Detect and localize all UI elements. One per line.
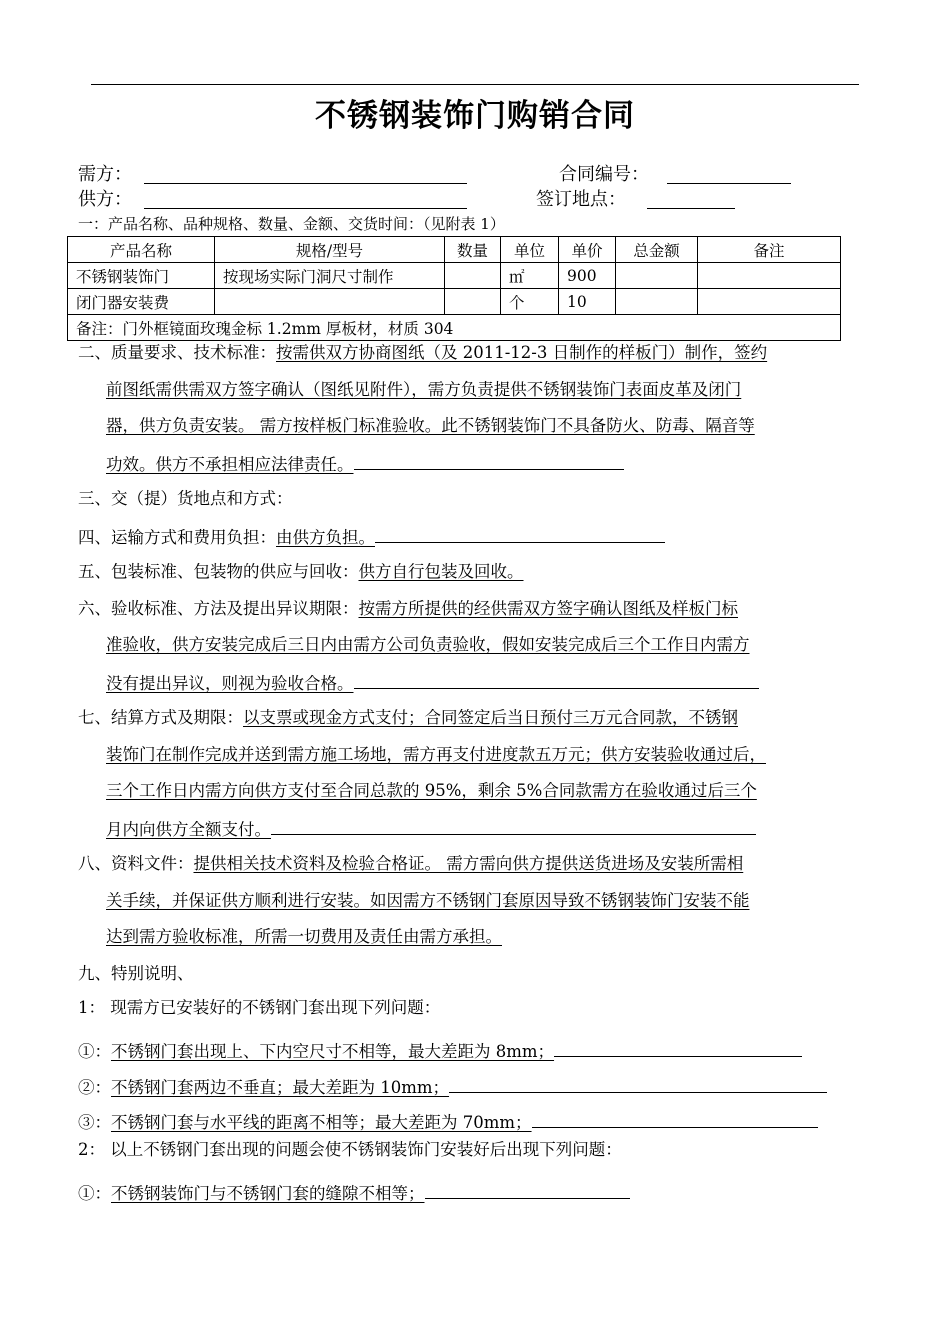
clause-8-text: 达到需方验收标准，所需一切费用及责任由需方承担。: [106, 927, 502, 946]
clause-4-text: 由供方负担。: [276, 527, 375, 547]
clause-6-text: 准验收，供方安装完成后三日内由需方公司负责验收，假如安装完成后三个工作日内需方: [106, 635, 750, 654]
clause-8-text: 关手续，并保证供方顺利进行安装。如因需方不锈钢门套原因导致不锈钢装饰门安装不能: [106, 890, 750, 910]
buyer-label: 需方：: [78, 164, 132, 185]
clause-5: [78, 554, 868, 591]
sign-place-blank: [647, 208, 735, 209]
clause-2-line: [78, 445, 868, 482]
item-marker: ①：: [78, 1184, 111, 1203]
table-cell: [698, 289, 841, 315]
table-cell: 不锈钢装饰门: [68, 263, 215, 289]
table-cell: 闭门器安装费: [68, 289, 215, 315]
product-table: [67, 236, 841, 341]
contract-no-blank: [667, 183, 791, 184]
clause-7-label: 七、结算方式及期限：: [78, 708, 243, 727]
header-cell: 单价: [559, 237, 616, 263]
contract-no-label: 合同编号：: [559, 164, 649, 185]
supplier-blank: [144, 208, 467, 209]
table-cell: 个: [501, 289, 559, 315]
fill-line: [425, 1174, 630, 1199]
clause-6-line: [78, 627, 868, 664]
item-text: 不锈钢门套与水平线的距离不相等；最大差距为 70mm；: [111, 1113, 532, 1132]
table-cell: 按现场实际门洞尺寸制作: [215, 263, 445, 289]
table-cell: ㎡: [501, 263, 559, 289]
clause-6-text: 按需方所提供的经供需双方签字确认图纸及样板门标: [358, 598, 738, 618]
clause-7-line: [78, 737, 868, 774]
item-text: 不锈钢门套两边不垂直；最大差距为 10mm；: [111, 1078, 450, 1097]
fill-line: [449, 1068, 827, 1093]
special-item: [78, 1103, 818, 1135]
fill-line: [354, 445, 624, 470]
clause-9-label: 九、特别说明、: [78, 963, 194, 983]
document-title: 不锈钢装饰门购销合同: [315, 98, 635, 134]
clause-6-label: 六、验收标准、方法及提出异议期限：: [78, 598, 359, 618]
clause-2: [78, 335, 868, 372]
clause-2-text: 按需供双方协商图纸（及 2011-12-3 日制作的样板门）制作，签约: [276, 343, 768, 362]
clause-9: [78, 956, 868, 993]
clause-7-line: [78, 810, 868, 847]
clause-6: [78, 591, 868, 628]
clause-2-text: 前图纸需供需双方签字确认（图纸见附件），需方负责提供不锈钢装饰门表面皮革及闭门: [106, 379, 742, 399]
item-marker: ①：: [78, 1042, 111, 1061]
table-cell: [445, 289, 501, 315]
table-cell: [616, 289, 698, 315]
clause-6-text: 没有提出异议，则视为验收合格。: [106, 673, 354, 693]
clause-8-text: 提供相关技术资料及检验合格证。 需方需向供方提供送货进场及安装所需相: [193, 854, 744, 873]
fill-line: [532, 1103, 818, 1128]
clause-2-line: [78, 408, 868, 445]
clause-7-line: [78, 773, 868, 810]
table-cell: [616, 263, 698, 289]
table-header-row: [68, 237, 841, 263]
clause-4: [78, 518, 868, 555]
fill-line: [271, 810, 756, 835]
clause-8-label: 八、资料文件：: [78, 854, 194, 873]
table-note: 备注：门外框镜面玫瑰金标 1.2mm 厚板材，材质 304: [68, 315, 841, 341]
table-cell: 900: [559, 263, 616, 289]
item-text: 不锈钢门套出现上、下内空尺寸不相等，最大差距为 8mm；: [111, 1042, 555, 1061]
item-marker: ②：: [78, 1078, 111, 1097]
clause-5-text: 供方自行包装及回收。: [358, 562, 524, 581]
section1-heading: 一：产品名称、品种规格、数量、金额、交货时间：（见附表 1）: [78, 215, 505, 233]
special-item: [78, 1068, 827, 1100]
clause-8: [78, 846, 868, 883]
header-cell: 单位: [501, 237, 559, 263]
special-point-1: 1： 现需方已安装好的不锈钢门套出现下列问题：: [78, 998, 441, 1017]
fill-line: [554, 1032, 802, 1057]
clause-4-label: 四、运输方式和费用负担：: [78, 527, 276, 547]
item-marker: ③：: [78, 1113, 111, 1132]
clause-7-text: 装饰门在制作完成并送到需方施工场地，需方再支付进度款五万元；供方安装验收通过后，: [106, 744, 766, 764]
table-cell: [215, 289, 445, 315]
clause-2-line: [78, 372, 868, 409]
table-cell: [445, 263, 501, 289]
table-cell: [698, 263, 841, 289]
clause-8-line: [78, 919, 868, 956]
clause-2-text: 器，供方负责安装。 需方按样板门标准验收。此不锈钢装饰门不具备防火、防毒、隔音等: [106, 416, 755, 435]
clause-3: [78, 481, 868, 518]
table-row: [68, 263, 841, 289]
table-cell: 10: [559, 289, 616, 315]
header-cell: 数量: [445, 237, 501, 263]
header-cell: 规格/型号: [215, 237, 445, 263]
clause-7: [78, 700, 868, 737]
top-divider: [91, 84, 859, 85]
clause-3-label: 三、交（提）货地点和方式：: [78, 489, 293, 508]
clause-6-line: [78, 664, 868, 701]
fill-line: [375, 518, 665, 543]
item-text: 不锈钢装饰门与不锈钢门套的缝隙不相等；: [111, 1184, 425, 1203]
clause-7-text: 以支票或现金方式支付；合同签定后当日预付三万元合同款，不锈钢: [243, 708, 738, 727]
table-row: [68, 289, 841, 315]
header-cell: 产品名称: [68, 237, 215, 263]
clause-5-label: 五、包装标准、包装物的供应与回收：: [78, 562, 359, 581]
fill-line: [354, 664, 759, 689]
special-item: [78, 1032, 802, 1064]
sign-place-label: 签订地点：: [536, 189, 626, 210]
clause-list: [78, 335, 868, 992]
header-cell: 备注: [698, 237, 841, 263]
clause-7-text: 月内向供方全额支付。: [106, 819, 271, 839]
clause-8-line: [78, 883, 868, 920]
special-item: [78, 1174, 630, 1206]
clause-7-text: 三个工作日内需方向供方支付至合同总款的 95%，剩余 5%合同款需方在验收通过后三个: [106, 781, 757, 800]
buyer-blank: [144, 183, 467, 184]
supplier-label: 供方：: [78, 189, 132, 210]
special-point-2: 2： 以上不锈钢门套出现的问题会使不锈钢装饰门安装好后出现下列问题：: [78, 1140, 622, 1159]
clause-2-text: 功效。供方不承担相应法律责任。: [106, 454, 354, 474]
header-cell: 总金额: [616, 237, 698, 263]
clause-2-label: 二、质量要求、技术标准：: [78, 343, 276, 362]
